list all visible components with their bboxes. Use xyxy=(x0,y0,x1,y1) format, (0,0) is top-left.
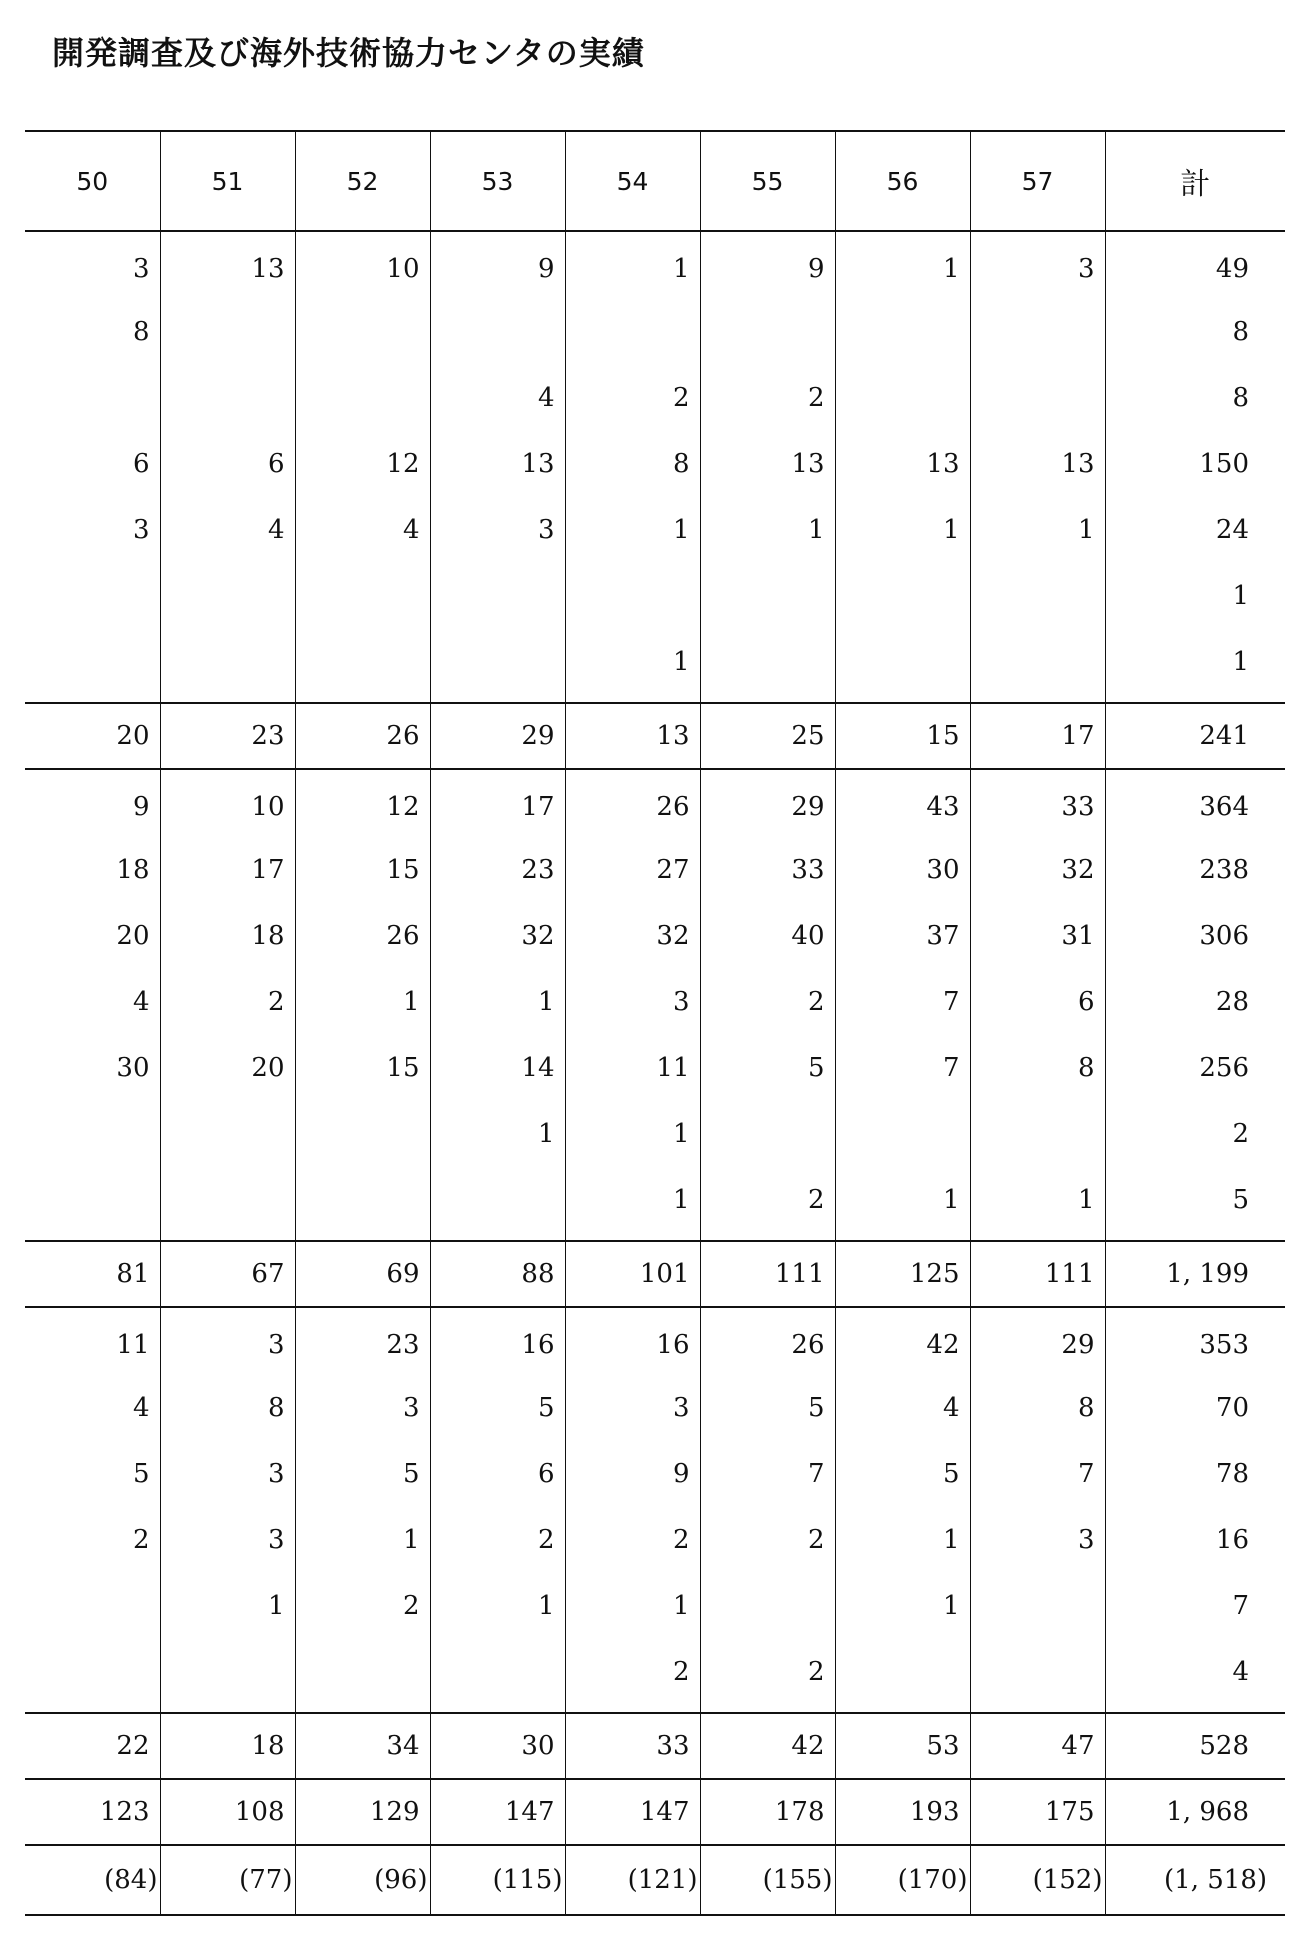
table-cell-total: 24 xyxy=(1105,501,1285,567)
table-cell-total: 8 xyxy=(1105,369,1285,435)
table-cell: 8 xyxy=(160,1379,295,1445)
parenthetical-row xyxy=(25,1845,1285,1915)
table-cell xyxy=(160,303,295,369)
table-cell: 5 xyxy=(132,1459,150,1489)
table-row xyxy=(25,1039,1285,1105)
table-row xyxy=(25,501,1285,567)
table-cell: 1 xyxy=(835,1511,970,1577)
header-cell-total: 計 xyxy=(1105,131,1285,231)
table-cell: 1 xyxy=(970,1171,1105,1241)
table-row xyxy=(25,1445,1285,1511)
table-cell: 13 xyxy=(700,435,835,501)
table-cell: 3 xyxy=(132,254,150,284)
table-cell: 7 xyxy=(835,973,970,1039)
table-cell: 11 xyxy=(116,1330,150,1360)
table-cell: 1 xyxy=(970,501,1105,567)
table-cell xyxy=(430,567,565,633)
table-cell xyxy=(295,1105,430,1171)
table-group-3 xyxy=(25,1307,1285,1713)
table-cell: 5 xyxy=(835,1445,970,1511)
table-header xyxy=(25,131,1285,231)
table-cell: 4 xyxy=(132,1393,150,1423)
subtotal-cell: 22 xyxy=(25,1713,160,1779)
table-cell xyxy=(160,369,295,435)
table-group-1 xyxy=(25,231,1285,703)
parenthetical-cell: (155) xyxy=(700,1845,835,1915)
subtotal-cell: 125 xyxy=(835,1241,970,1307)
table-cell: 30 xyxy=(116,1053,150,1083)
table-row xyxy=(25,1307,1285,1379)
table-cell: 3 xyxy=(970,231,1105,303)
table-cell xyxy=(25,1577,160,1643)
table-row xyxy=(25,303,1285,369)
table-cell: 15 xyxy=(295,1039,430,1105)
table-cell-total: 4 xyxy=(1105,1643,1285,1713)
table-cell: 33 xyxy=(700,841,835,907)
subtotal-cell-total: 241 xyxy=(1105,703,1285,769)
header-row xyxy=(25,131,1285,231)
table-cell xyxy=(295,1643,430,1713)
subtotal-cell: 88 xyxy=(430,1241,565,1307)
table-cell-total: 7 xyxy=(1105,1577,1285,1643)
table-row xyxy=(25,973,1285,1039)
table-cell: 18 xyxy=(160,907,295,973)
table-cell: 3 xyxy=(970,1511,1105,1577)
table-cell xyxy=(25,567,160,633)
table-cell: 13 xyxy=(970,435,1105,501)
table-cell: 2 xyxy=(565,1511,700,1577)
table-cell xyxy=(970,303,1105,369)
table-cell: 27 xyxy=(565,841,700,907)
subtotal-section-3 xyxy=(25,1713,1285,1779)
grand-total-section xyxy=(25,1779,1285,1915)
parenthetical-cell: (115) xyxy=(430,1845,565,1915)
subtotal-cell: 17 xyxy=(970,703,1105,769)
subtotal-cell: 18 xyxy=(160,1713,295,1779)
table-cell: 1 xyxy=(835,501,970,567)
table-cell xyxy=(700,633,835,703)
table-cell xyxy=(430,1643,565,1713)
table-cell-total: 5 xyxy=(1105,1171,1285,1241)
table-cell: 3 xyxy=(160,1445,295,1511)
table-cell: 1 xyxy=(835,1171,970,1241)
table-cell: 1 xyxy=(565,1171,700,1241)
subtotal-cell: 33 xyxy=(565,1713,700,1779)
table-cell: 10 xyxy=(160,769,295,841)
results-table-container xyxy=(25,130,1285,1916)
parenthetical-cell: (121) xyxy=(565,1845,700,1915)
table-cell xyxy=(835,303,970,369)
table-cell: 3 xyxy=(132,515,150,545)
table-cell xyxy=(970,1105,1105,1171)
table-cell xyxy=(430,303,565,369)
header-cell-year: 53 xyxy=(430,131,565,231)
table-cell xyxy=(25,1171,160,1241)
table-cell: 12 xyxy=(295,769,430,841)
table-cell: 2 xyxy=(700,1511,835,1577)
table-cell: 5 xyxy=(700,1039,835,1105)
grand-total-cell: 129 xyxy=(295,1779,430,1845)
subtotal-cell: 111 xyxy=(970,1241,1105,1307)
table-cell: 4 xyxy=(295,501,430,567)
table-row xyxy=(25,841,1285,907)
table-cell: 2 xyxy=(565,369,700,435)
subtotal-cell: 29 xyxy=(430,703,565,769)
table-cell: 4 xyxy=(835,1379,970,1445)
table-cell xyxy=(700,567,835,633)
parenthetical-cell: (152) xyxy=(970,1845,1105,1915)
subtotal-section-1 xyxy=(25,703,1285,769)
table-cell xyxy=(700,303,835,369)
subtotal-cell: 101 xyxy=(565,1241,700,1307)
table-cell: 29 xyxy=(700,769,835,841)
table-cell: 1 xyxy=(700,501,835,567)
subtotal-cell: 13 xyxy=(565,703,700,769)
table-cell xyxy=(295,567,430,633)
table-cell: 6 xyxy=(132,449,150,479)
table-cell-total: 2 xyxy=(1105,1105,1285,1171)
table-cell: 37 xyxy=(835,907,970,973)
table-row xyxy=(25,567,1285,633)
subtotal-cell: 30 xyxy=(430,1713,565,1779)
table-cell: 13 xyxy=(835,435,970,501)
table-cell xyxy=(835,1643,970,1713)
subtotal-section-2 xyxy=(25,1241,1285,1307)
table-cell: 3 xyxy=(430,501,565,567)
parenthetical-cell-total: (1, 518) xyxy=(1105,1845,1285,1915)
header-cell-year: 55 xyxy=(700,131,835,231)
table-cell xyxy=(970,567,1105,633)
table-cell: 7 xyxy=(970,1445,1105,1511)
table-cell: 2 xyxy=(700,1171,835,1241)
subtotal-cell-total: 528 xyxy=(1105,1713,1285,1779)
table-cell-total: 1 xyxy=(1105,633,1285,703)
table-cell: 2 xyxy=(700,1643,835,1713)
table-cell: 17 xyxy=(430,769,565,841)
header-cell-year: 56 xyxy=(835,131,970,231)
table-cell xyxy=(25,633,160,703)
table-cell: 31 xyxy=(970,907,1105,973)
table-row xyxy=(25,1379,1285,1445)
table-row xyxy=(25,231,1285,303)
table-cell: 1 xyxy=(835,1577,970,1643)
table-cell: 18 xyxy=(116,855,150,885)
table-cell: 5 xyxy=(295,1445,430,1511)
table-cell-total: 238 xyxy=(1105,841,1285,907)
table-cell-total: 78 xyxy=(1105,1445,1285,1511)
table-cell: 16 xyxy=(430,1307,565,1379)
parenthetical-cell: (84) xyxy=(25,1845,160,1915)
table-cell: 13 xyxy=(160,231,295,303)
table-cell-total: 353 xyxy=(1105,1307,1285,1379)
subtotal-cell: 34 xyxy=(295,1713,430,1779)
table-row xyxy=(25,1643,1285,1713)
table-cell: 1 xyxy=(565,633,700,703)
table-cell: 1 xyxy=(430,1577,565,1643)
subtotal-cell-total: 1, 199 xyxy=(1105,1241,1285,1307)
table-cell: 11 xyxy=(565,1039,700,1105)
grand-total-cell: 123 xyxy=(25,1779,160,1845)
parenthetical-cell: (77) xyxy=(160,1845,295,1915)
header-cell-year: 51 xyxy=(160,131,295,231)
table-cell xyxy=(295,1171,430,1241)
table-cell: 13 xyxy=(430,435,565,501)
subtotal-cell: 67 xyxy=(160,1241,295,1307)
table-cell: 9 xyxy=(430,231,565,303)
table-cell: 2 xyxy=(160,973,295,1039)
table-cell: 10 xyxy=(295,231,430,303)
subtotal-cell: 25 xyxy=(700,703,835,769)
table-cell xyxy=(835,369,970,435)
subtotal-cell: 26 xyxy=(295,703,430,769)
subtotal-cell: 69 xyxy=(295,1241,430,1307)
table-cell: 23 xyxy=(295,1307,430,1379)
table-cell: 20 xyxy=(160,1039,295,1105)
subtotal-cell: 15 xyxy=(835,703,970,769)
subtotal-cell: 23 xyxy=(160,703,295,769)
table-cell: 8 xyxy=(565,435,700,501)
table-cell: 5 xyxy=(430,1379,565,1445)
table-cell: 1 xyxy=(295,973,430,1039)
table-cell: 32 xyxy=(565,907,700,973)
table-cell: 3 xyxy=(295,1379,430,1445)
table-cell xyxy=(160,567,295,633)
table-cell xyxy=(430,633,565,703)
table-cell: 26 xyxy=(295,907,430,973)
table-cell: 30 xyxy=(835,841,970,907)
table-cell xyxy=(160,633,295,703)
header-cell-year: 52 xyxy=(295,131,430,231)
table-cell: 3 xyxy=(565,1379,700,1445)
table-cell: 17 xyxy=(160,841,295,907)
grand-total-cell: 178 xyxy=(700,1779,835,1845)
table-cell: 2 xyxy=(565,1643,700,1713)
table-cell xyxy=(295,633,430,703)
table-cell: 33 xyxy=(970,769,1105,841)
table-cell: 2 xyxy=(295,1577,430,1643)
table-row xyxy=(25,907,1285,973)
table-cell: 43 xyxy=(835,769,970,841)
table-cell: 3 xyxy=(160,1511,295,1577)
table-cell-total: 150 xyxy=(1105,435,1285,501)
table-cell xyxy=(970,1577,1105,1643)
table-cell: 1 xyxy=(295,1511,430,1577)
table-cell: 1 xyxy=(160,1577,295,1643)
table-cell-total: 28 xyxy=(1105,973,1285,1039)
table-cell xyxy=(700,1577,835,1643)
table-cell: 4 xyxy=(160,501,295,567)
subtotal-cell: 20 xyxy=(25,703,160,769)
table-cell: 14 xyxy=(430,1039,565,1105)
subtotal-cell: 111 xyxy=(700,1241,835,1307)
table-cell: 9 xyxy=(700,231,835,303)
table-cell-total: 256 xyxy=(1105,1039,1285,1105)
table-cell xyxy=(970,369,1105,435)
table-cell: 7 xyxy=(835,1039,970,1105)
grand-total-cell: 108 xyxy=(160,1779,295,1845)
subtotal-cell: 53 xyxy=(835,1713,970,1779)
table-cell-total: 364 xyxy=(1105,769,1285,841)
grand-total-cell-total: 1, 968 xyxy=(1105,1779,1285,1845)
table-cell-total: 306 xyxy=(1105,907,1285,973)
table-cell: 40 xyxy=(700,907,835,973)
table-cell-total: 49 xyxy=(1105,231,1285,303)
table-cell xyxy=(295,369,430,435)
header-cell-year: 50 xyxy=(76,166,109,196)
table-cell: 26 xyxy=(700,1307,835,1379)
table-cell: 1 xyxy=(565,1105,700,1171)
table-cell: 3 xyxy=(160,1307,295,1379)
table-cell: 7 xyxy=(700,1445,835,1511)
grand-total-cell: 193 xyxy=(835,1779,970,1845)
table-cell xyxy=(160,1643,295,1713)
table-cell xyxy=(25,1105,160,1171)
table-cell: 16 xyxy=(565,1307,700,1379)
table-cell: 6 xyxy=(430,1445,565,1511)
table-row xyxy=(25,1577,1285,1643)
table-cell: 15 xyxy=(295,841,430,907)
table-row xyxy=(25,769,1285,841)
parenthetical-cell: (96) xyxy=(295,1845,430,1915)
table-cell: 9 xyxy=(565,1445,700,1511)
table-cell: 1 xyxy=(565,501,700,567)
table-cell: 5 xyxy=(700,1379,835,1445)
table-cell xyxy=(25,369,160,435)
table-cell xyxy=(565,303,700,369)
table-cell: 1 xyxy=(565,1577,700,1643)
table-cell: 26 xyxy=(565,769,700,841)
subtotal-cell: 81 xyxy=(25,1241,160,1307)
table-cell: 1 xyxy=(565,231,700,303)
table-row xyxy=(25,369,1285,435)
table-cell: 12 xyxy=(295,435,430,501)
table-cell: 8 xyxy=(970,1379,1105,1445)
table-cell xyxy=(835,567,970,633)
subtotal-cell: 42 xyxy=(700,1713,835,1779)
grand-total-cell: 147 xyxy=(430,1779,565,1845)
table-group-2 xyxy=(25,769,1285,1241)
table-cell: 8 xyxy=(970,1039,1105,1105)
header-cell-year: 57 xyxy=(970,131,1105,231)
grand-total-cell: 175 xyxy=(970,1779,1105,1845)
table-row xyxy=(25,1511,1285,1577)
table-cell xyxy=(700,1105,835,1171)
table-cell xyxy=(835,1105,970,1171)
subtotal-row xyxy=(25,1241,1285,1307)
table-cell: 9 xyxy=(132,792,150,822)
table-cell: 20 xyxy=(116,921,150,951)
table-cell: 6 xyxy=(970,973,1105,1039)
table-cell: 1 xyxy=(430,973,565,1039)
table-cell: 23 xyxy=(430,841,565,907)
table-cell: 4 xyxy=(132,987,150,1017)
table-cell: 1 xyxy=(835,231,970,303)
table-row xyxy=(25,1171,1285,1241)
table-cell: 32 xyxy=(430,907,565,973)
results-table xyxy=(25,130,1285,1916)
table-cell xyxy=(160,1105,295,1171)
table-cell: 1 xyxy=(430,1105,565,1171)
table-cell: 2 xyxy=(430,1511,565,1577)
table-cell: 2 xyxy=(132,1525,150,1555)
parenthetical-cell: (170) xyxy=(835,1845,970,1915)
header-cell-year: 54 xyxy=(565,131,700,231)
table-cell xyxy=(970,633,1105,703)
subtotal-row xyxy=(25,1713,1285,1779)
table-cell xyxy=(160,1171,295,1241)
table-cell: 29 xyxy=(970,1307,1105,1379)
page-title: 開発調査及び海外技術協力センタの実績 xyxy=(52,34,645,72)
subtotal-cell: 47 xyxy=(970,1713,1105,1779)
table-cell: 32 xyxy=(970,841,1105,907)
table-cell-total: 1 xyxy=(1105,567,1285,633)
table-cell-total: 70 xyxy=(1105,1379,1285,1445)
table-cell xyxy=(970,1643,1105,1713)
table-cell xyxy=(835,633,970,703)
table-cell: 6 xyxy=(160,435,295,501)
table-row xyxy=(25,435,1285,501)
table-cell-total: 8 xyxy=(1105,303,1285,369)
table-cell xyxy=(25,1643,160,1713)
table-cell xyxy=(430,1171,565,1241)
table-cell xyxy=(295,303,430,369)
table-cell: 42 xyxy=(835,1307,970,1379)
table-row xyxy=(25,1105,1285,1171)
table-cell xyxy=(565,567,700,633)
table-cell-total: 16 xyxy=(1105,1511,1285,1577)
table-row xyxy=(25,633,1285,703)
subtotal-row xyxy=(25,703,1285,769)
table-cell: 3 xyxy=(565,973,700,1039)
grand-total-row xyxy=(25,1779,1285,1845)
table-cell: 2 xyxy=(700,973,835,1039)
grand-total-cell: 147 xyxy=(565,1779,700,1845)
table-cell: 4 xyxy=(430,369,565,435)
table-cell: 8 xyxy=(132,317,150,347)
table-cell: 2 xyxy=(700,369,835,435)
